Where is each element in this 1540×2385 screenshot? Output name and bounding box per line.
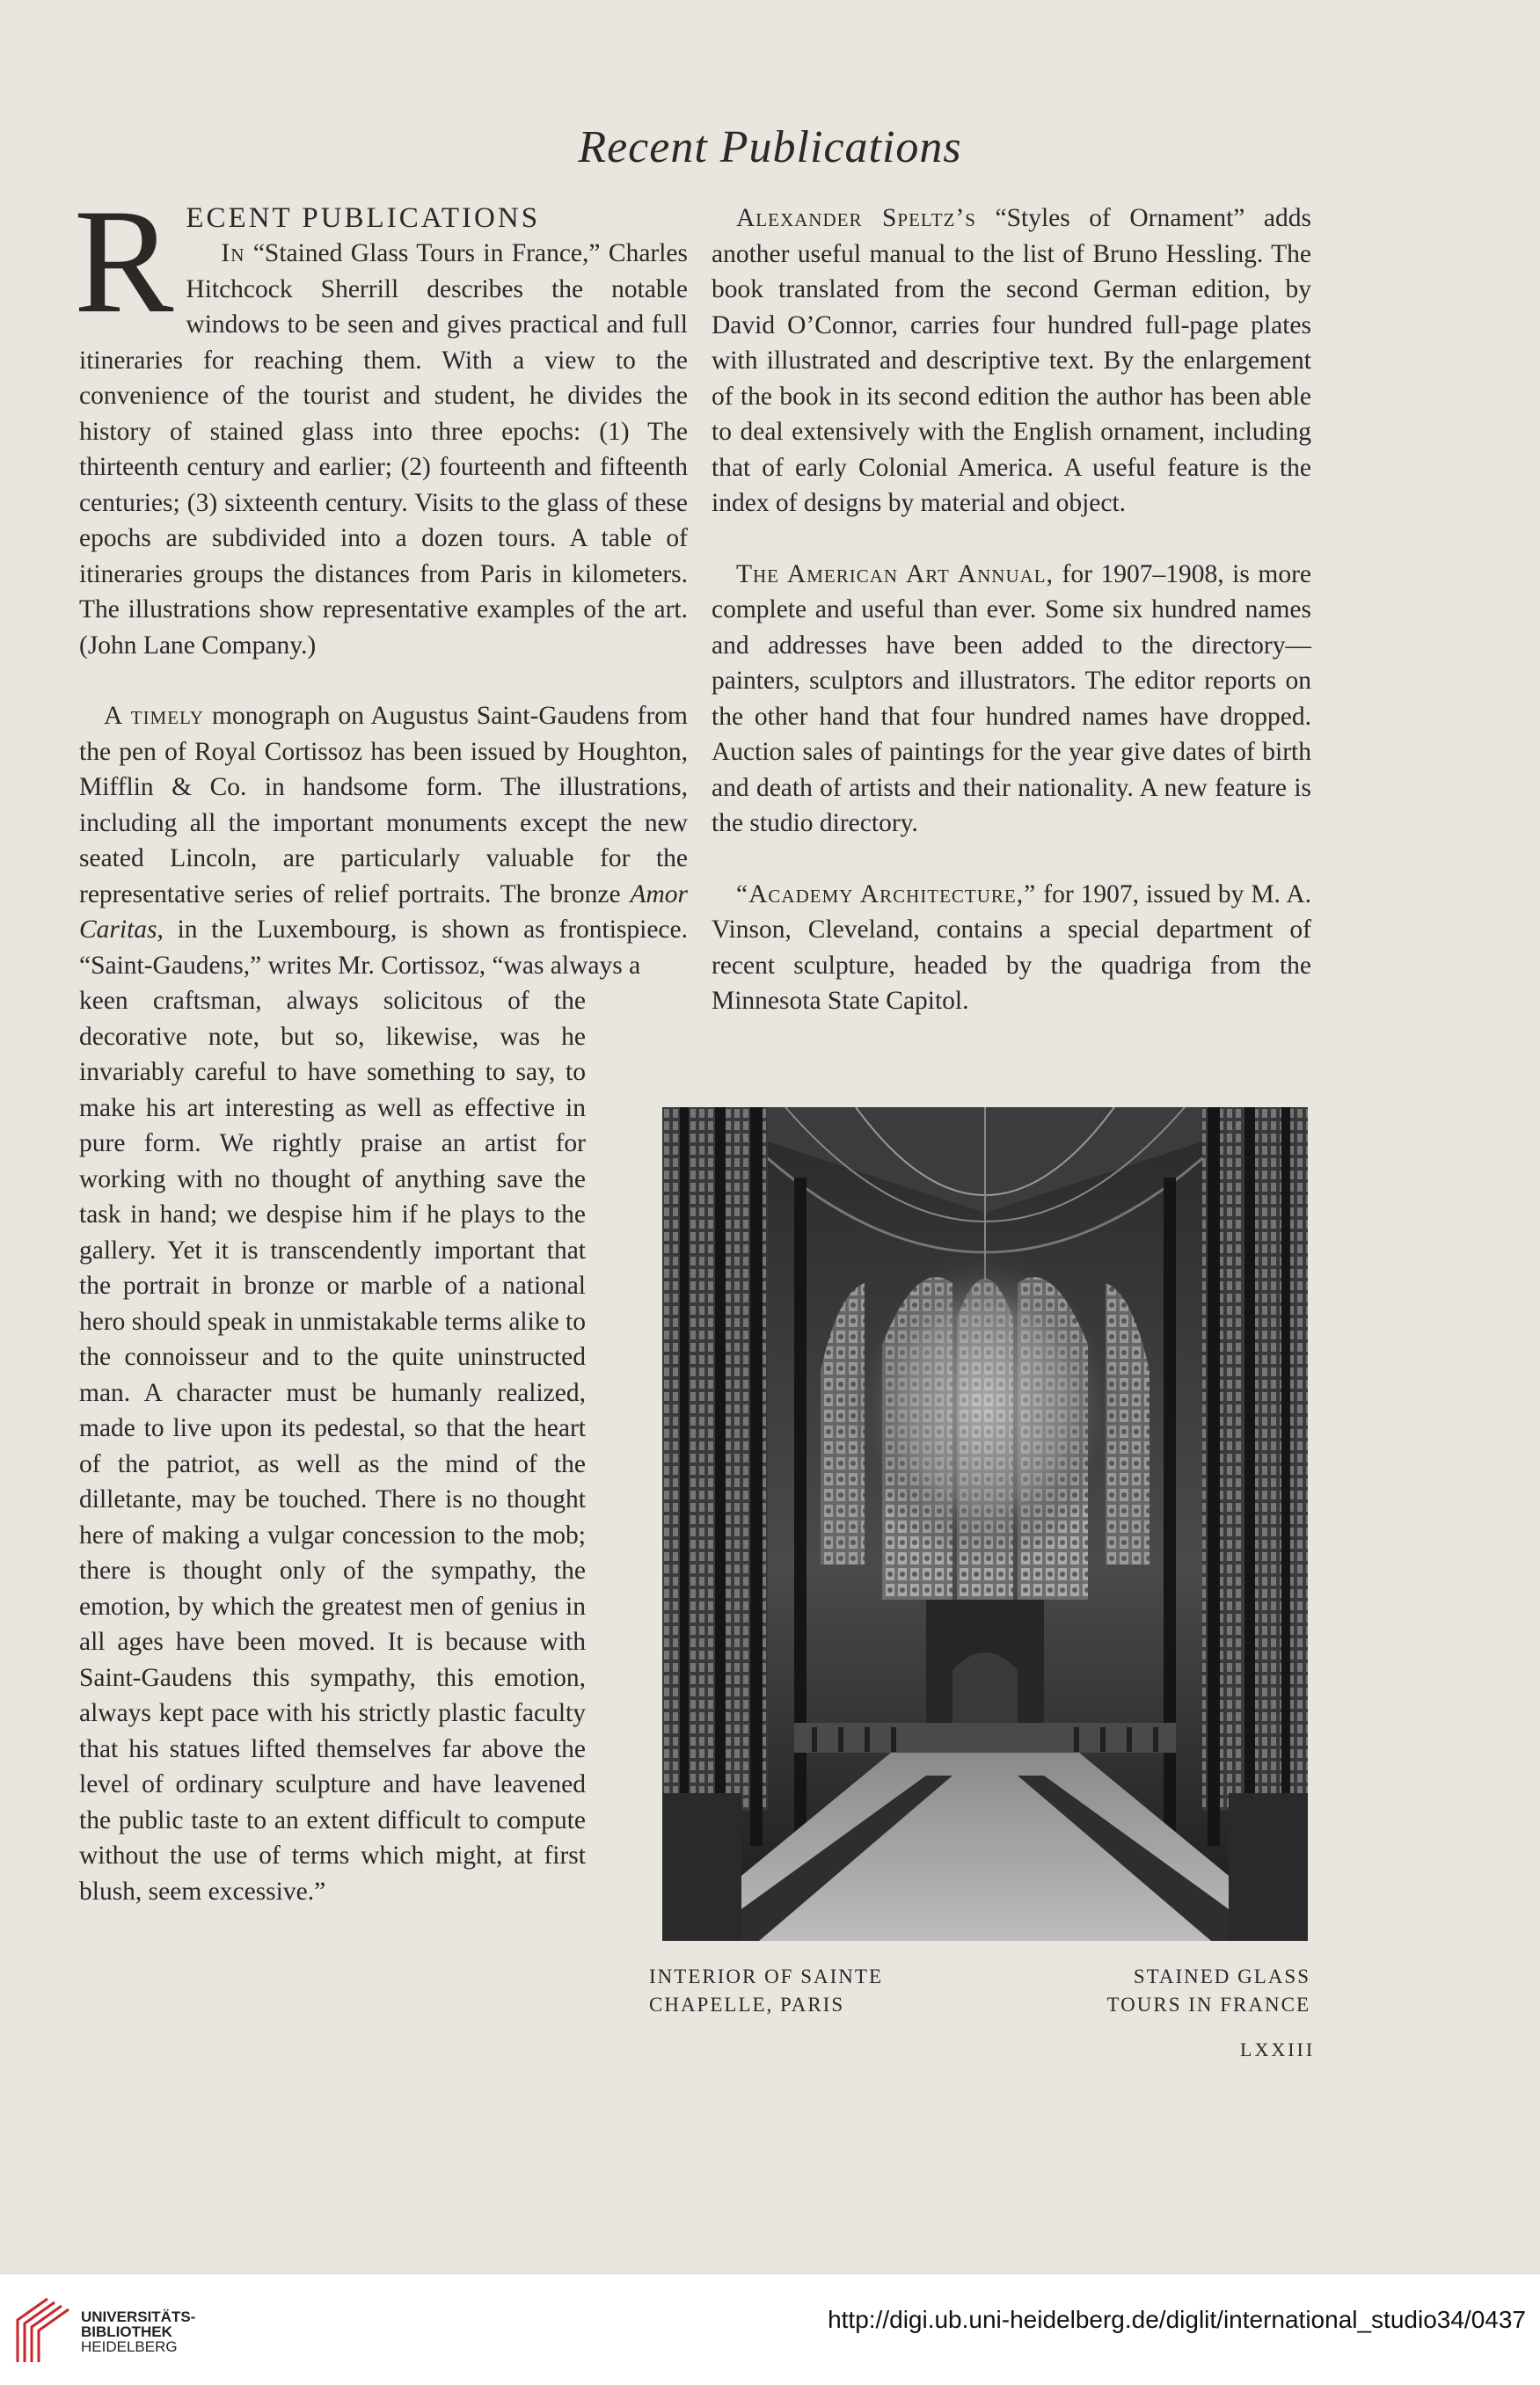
library-name-line: HEIDELBERG (81, 2338, 178, 2355)
paragraph-text: , in the Luxembourg, is shown as frontispiece. “Saint-Gaudens,” writes Mr. Cortissoz, “was always a (79, 915, 688, 980)
lead-word: A timely (104, 702, 204, 730)
caption-line: TOURS IN FRANCE (1106, 1994, 1310, 2016)
right-column (712, 201, 1311, 1019)
lead-word: In (221, 239, 245, 267)
paragraph-text: for 1907, issued by M. A. Vinson, Cleveland, contains a special department of recent sculpture, headed by the quadriga from the Minnesota State Capitol. (712, 879, 1311, 1015)
library-name (81, 2309, 195, 2354)
caption-line: CHAPELLE, PARIS (649, 1994, 845, 2016)
article-academy-architecture (712, 877, 1311, 1019)
running-head: Recent Publications (578, 122, 962, 172)
paragraph-text: for 1907–1908, is more complete and useful than ever. Some six hundred names and addresses have been added to the directory—painters, sculptors and illustrators. The editor reports on the other hand that four hundred names have dropped. Auction sales of paintings for the year give dates of birth and death of artists and their nationality. A new feature is the studio directory. (712, 559, 1312, 837)
library-logo-icon (12, 2294, 70, 2364)
sainte-chapelle-photograph (662, 1107, 1308, 1941)
paragraph-text: monograph on Augustus Saint-Gaudens from the pen of Royal Cortissoz has been issued by Houghton, Mifflin & Co. in handsome form. The illustrations, including all the important monuments except the new seated Lincoln, are particularly valuable for the representative series of relief portraits. The bronze (79, 702, 688, 908)
caption-line: INTERIOR OF SAINTE (649, 1966, 883, 1988)
library-name-line: BIBLIOTHEK (81, 2323, 172, 2340)
photo-caption-right (1047, 1963, 1310, 2019)
library-name-line: UNIVERSITÄTS- (81, 2308, 196, 2325)
photo-caption-left (649, 1963, 883, 2019)
footer-bar (0, 2273, 1540, 2385)
caption-line: STAINED GLASS (1133, 1966, 1310, 1988)
article-saint-gaudens-continued: keen craftsman, always solicitous of the decorative note, but so, likewise, was he invariably careful to have something to say, to make his art interesting as well as effective in pure form. We rightly praise an artist for working with no thought of anything save the task in hand; we despise him if he plays to the gallery. Yet it is transcendently important that the portrait in bronze or marble of a national hero should speak in unmistakable terms alike to the connoisseur and to the quite uninstructed man. A character must be humanly realized, made to live upon its pedestal, so that the heart of the patriot, as well as the mind of the dilletante, may be touched. There is no thought here of making a vulgar concession to the mob; there is thought only of the sympathy, the emotion, by which the greatest men of genius in all ages have been moved. It is because with Saint-Gaudens this sympathy, this emotion, always kept pace with his strictly plastic faculty that his statues lifted themselves far above the level of ordinary sculpture and have leavened the public taste to an extent difficult to compute without the use of terms which might, at first blush, seem excessive.” (79, 987, 586, 1906)
article-styles-of-ornament (712, 201, 1311, 521)
lead-word: “Academy Architecture,” (736, 879, 1037, 908)
page-number: LXXIII (1240, 2039, 1316, 2060)
section-title: ECENT PUBLICATIONS (186, 202, 541, 234)
left-column (74, 179, 689, 1909)
article-american-art-annual (712, 557, 1311, 842)
artwork-title: Amor Caritas (79, 879, 688, 944)
lead-word: The American Art Annual, (736, 559, 1054, 588)
source-url-link[interactable]: http://digi.ub.uni-heidelberg.de/diglit/international_studio34/0437 (828, 2306, 1526, 2333)
lead-word: Alexander Speltz’s (736, 204, 976, 232)
paragraph-text: “Stained Glass Tours in France,” Charles Hitchcock Sherrill describes the notable windows to be seen and gives practical and full itineraries for reaching them. With a view to the convenience of the tourist and student, he divides the history of stained glass into three epochs: (1) The thirteenth century and earlier; (2) fourteenth and fifteenth centuries; (3) sixteenth century. Visits to the glass of these epochs are subdivided into a dozen tours. A table of itineraries groups the distances from Paris in kilometers. The illustrations show representative examples of the art. (John Lane Company.) (79, 239, 689, 660)
article-saint-gaudens (79, 698, 688, 983)
drop-cap: R (74, 179, 174, 344)
paragraph-text: “Styles of Ornament” adds another useful manual to the list of Bruno Hessling. The book translated from the second German edition, by David O’Connor, carries four hundred full-page plates with illustrated and descriptive text. By the enlargement of the book in its second edition the author has been able to deal extensively with the English ornament, including that of early Colonial America. A useful feature is the index of designs by material and object. (712, 204, 1311, 517)
